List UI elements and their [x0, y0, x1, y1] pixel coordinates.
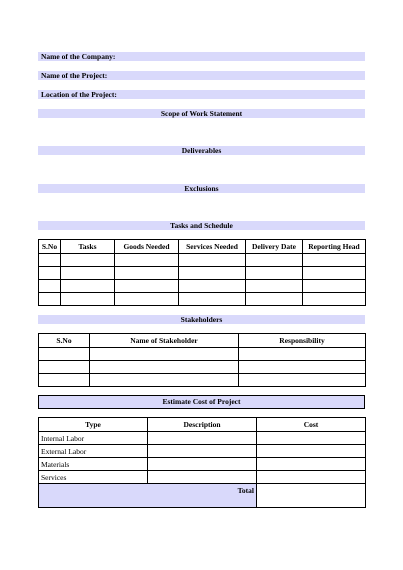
cost-total-label: Total — [39, 484, 257, 508]
table-cell[interactable] — [246, 254, 303, 267]
table-cell[interactable] — [115, 267, 179, 280]
cost-header-cost: Cost — [257, 418, 366, 432]
table-cell[interactable] — [61, 267, 115, 280]
tasks-schedule-section-header: Tasks and Schedule — [38, 221, 365, 230]
stakeholders-table-header-row — [39, 334, 366, 348]
table-row — [39, 445, 366, 458]
cost-table-header-row — [39, 418, 366, 432]
stakeholders-table — [38, 333, 366, 387]
project-location-field — [38, 90, 365, 99]
estimate-cost-section-header: Estimate Cost of Project — [38, 395, 365, 409]
company-name-label: Name of the Company: — [41, 52, 116, 61]
exclusions-section-header: Exclusions — [38, 184, 365, 193]
table-row — [39, 432, 366, 445]
table-cell[interactable] — [90, 348, 239, 361]
stakeholders-header-name: Name of Stakeholder — [90, 334, 239, 348]
cost-type-internal-labor: Internal Labor — [39, 432, 148, 445]
table-cell[interactable] — [39, 348, 90, 361]
table-cell[interactable] — [61, 254, 115, 267]
stakeholders-header-sno: S.No — [39, 334, 90, 348]
tasks-header-reporting: Reporting Head — [303, 240, 366, 254]
table-row — [39, 374, 366, 387]
table-cell[interactable] — [39, 254, 61, 267]
table-cell[interactable] — [257, 458, 366, 471]
tasks-header-tasks: Tasks — [61, 240, 115, 254]
table-cell[interactable] — [39, 267, 61, 280]
table-row — [39, 293, 366, 306]
table-cell[interactable] — [239, 361, 366, 374]
cost-type-materials: Materials — [39, 458, 148, 471]
scope-section-header: Scope of Work Statement — [38, 109, 365, 118]
table-cell[interactable] — [246, 293, 303, 306]
table-cell[interactable] — [303, 280, 366, 293]
table-cell[interactable] — [303, 254, 366, 267]
table-cell[interactable] — [303, 267, 366, 280]
tasks-header-goods: Goods Needed — [115, 240, 179, 254]
table-cell[interactable] — [115, 254, 179, 267]
table-cell[interactable] — [148, 471, 257, 484]
table-cell[interactable] — [179, 254, 246, 267]
cost-table — [38, 417, 366, 508]
cost-total-row — [39, 484, 366, 508]
stakeholders-header-responsibility: Responsibility — [239, 334, 366, 348]
tasks-header-delivery: Delivery Date — [246, 240, 303, 254]
tasks-table — [38, 239, 366, 306]
cost-type-services: Services — [39, 471, 148, 484]
table-cell[interactable] — [115, 293, 179, 306]
project-name-label: Name of the Project: — [41, 71, 108, 80]
table-cell[interactable] — [246, 280, 303, 293]
table-cell[interactable] — [90, 361, 239, 374]
cost-header-type: Type — [39, 418, 148, 432]
table-row — [39, 458, 366, 471]
table-cell[interactable] — [246, 267, 303, 280]
table-cell[interactable] — [257, 471, 366, 484]
table-cell[interactable] — [179, 280, 246, 293]
table-cell[interactable] — [148, 445, 257, 458]
tasks-header-sno: S.No — [39, 240, 61, 254]
table-cell[interactable] — [239, 374, 366, 387]
stakeholders-section-header: Stakeholders — [38, 315, 365, 324]
table-cell[interactable] — [303, 293, 366, 306]
table-row — [39, 254, 366, 267]
table-row — [39, 471, 366, 484]
cost-type-external-labor: External Labor — [39, 445, 148, 458]
cost-header-description: Description — [148, 418, 257, 432]
table-cell[interactable] — [115, 280, 179, 293]
table-cell[interactable] — [179, 293, 246, 306]
company-name-field — [38, 52, 365, 61]
table-cell[interactable] — [148, 458, 257, 471]
table-cell[interactable] — [61, 293, 115, 306]
table-cell[interactable] — [39, 361, 90, 374]
table-row — [39, 361, 366, 374]
table-cell[interactable] — [61, 280, 115, 293]
table-cell[interactable] — [257, 432, 366, 445]
table-cell[interactable] — [90, 374, 239, 387]
table-row — [39, 348, 366, 361]
cost-total-value[interactable] — [257, 484, 366, 508]
tasks-header-services: Services Needed — [179, 240, 246, 254]
table-cell[interactable] — [257, 445, 366, 458]
project-location-label: Location of the Project: — [41, 90, 117, 99]
table-cell[interactable] — [179, 267, 246, 280]
table-cell[interactable] — [39, 293, 61, 306]
table-row — [39, 280, 366, 293]
table-cell[interactable] — [148, 432, 257, 445]
table-cell[interactable] — [39, 374, 90, 387]
project-name-field — [38, 71, 365, 80]
table-cell[interactable] — [239, 348, 366, 361]
deliverables-section-header: Deliverables — [38, 146, 365, 155]
table-cell[interactable] — [39, 280, 61, 293]
tasks-table-header-row — [39, 240, 366, 254]
table-row — [39, 267, 366, 280]
